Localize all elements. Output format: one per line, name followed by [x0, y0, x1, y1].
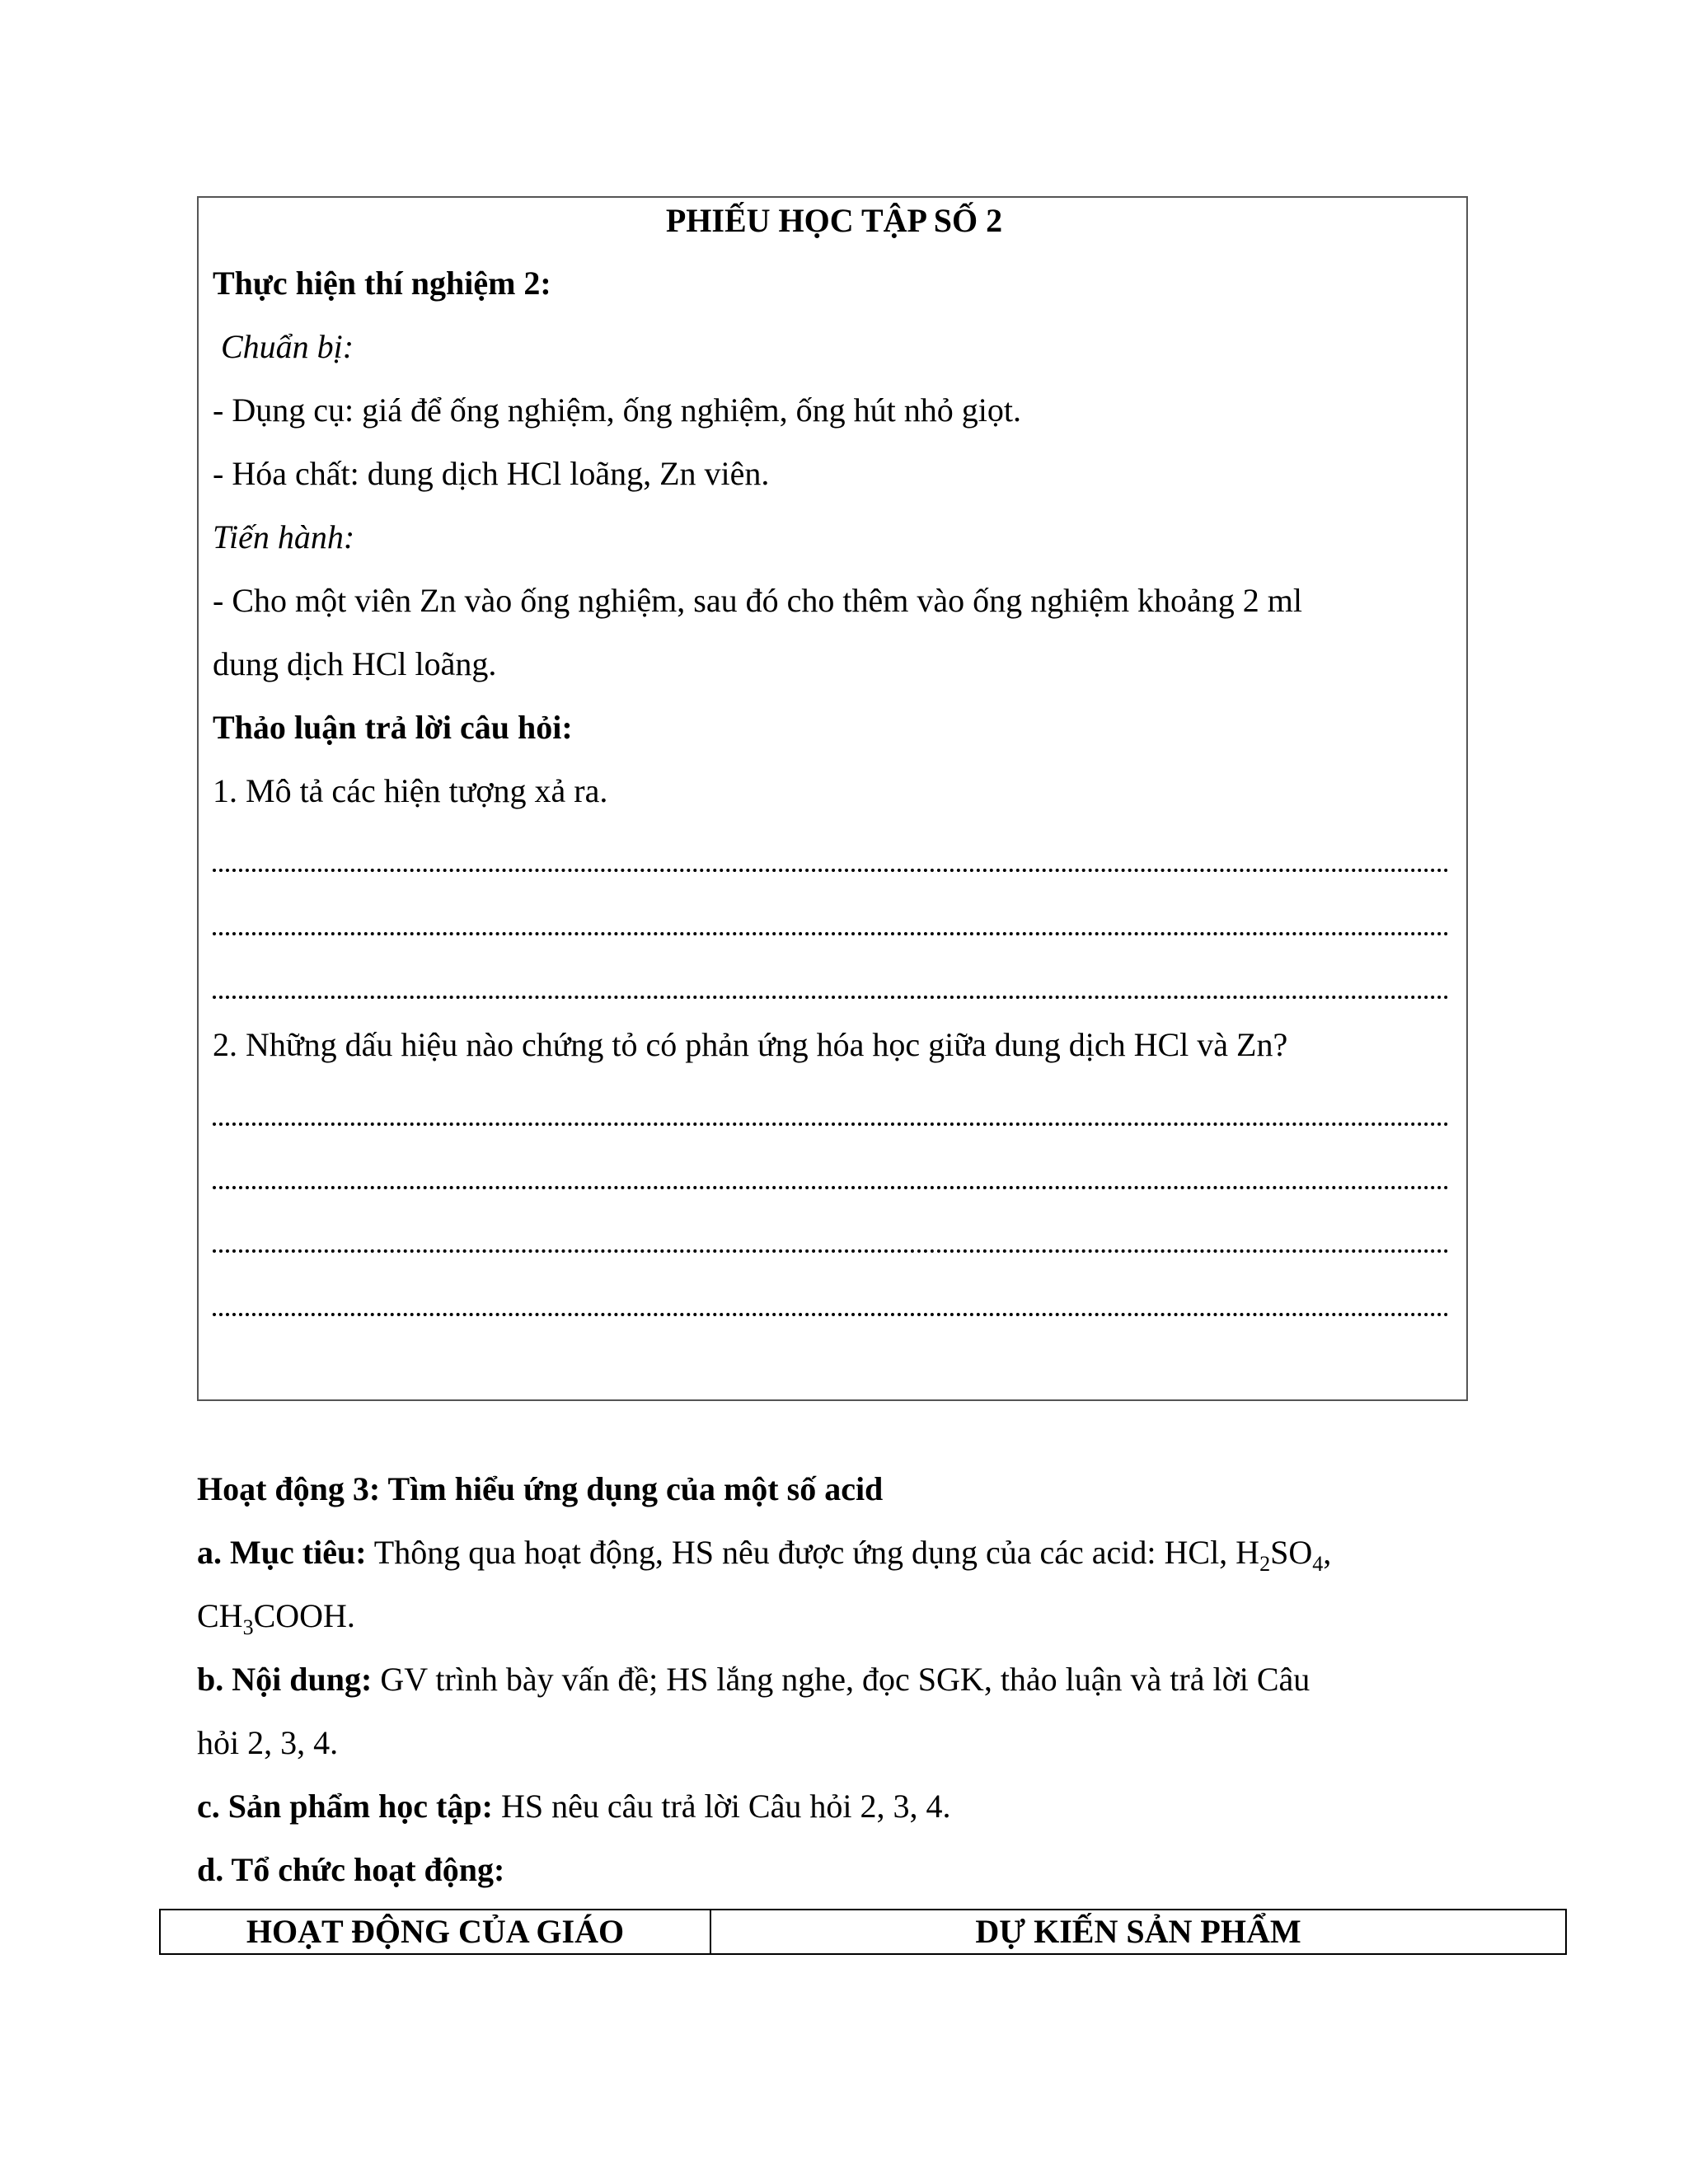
chemicals-line: - Hóa chất: dung dịch HCl loãng, Zn viên.	[213, 455, 770, 492]
activity-table-header	[159, 1909, 1567, 1955]
answer-line-2d	[213, 1277, 1449, 1316]
table-header-expected-product: DỰ KIẾN SẢN PHẨM	[975, 1913, 1301, 1950]
procedure-label: Tiến hành:	[213, 518, 355, 555]
product-line	[197, 1787, 950, 1826]
goal-line-1	[197, 1533, 1332, 1576]
content-line-1	[197, 1660, 1310, 1699]
answer-line-1a	[213, 832, 1449, 872]
question-2: 2. Những dấu hiệu nào chứng tỏ có phản ứng hóa học giữa dung dịch HCl và Zn?	[213, 1026, 1288, 1063]
discussion-heading: Thảo luận trả lời câu hỏi:	[213, 709, 573, 746]
goal-text-comma: ,	[1323, 1534, 1332, 1571]
answer-line-2b	[213, 1150, 1449, 1189]
worksheet-title: PHIẾU HỌC TẬP SỐ 2	[665, 202, 1003, 239]
goal-subscript-3: 3	[242, 1615, 254, 1639]
product-text: HS nêu câu trả lời Câu hỏi 2, 3, 4.	[492, 1788, 951, 1825]
procedure-line-1: - Cho một viên Zn vào ống nghiệm, sau đó cho thêm vào ống nghiệm khoảng 2 ml	[213, 582, 1303, 619]
goal-text-so: SO	[1270, 1534, 1313, 1571]
goal-subscript-2: 2	[1259, 1552, 1271, 1576]
goal-label: a. Mục tiêu:	[197, 1534, 367, 1571]
product-label: c. Sản phẩm học tập:	[197, 1788, 493, 1825]
answer-line-2c	[213, 1213, 1449, 1253]
goal-line-2	[197, 1596, 355, 1639]
content-label: b. Nội dung:	[197, 1661, 373, 1698]
content-text: GV trình bày vấn đề; HS lắng nghe, đọc SGK, thảo luận và trả lời Câu	[372, 1661, 1311, 1698]
activity-3-heading: Hoạt động 3: Tìm hiểu ứng dụng của một số acid	[197, 1470, 884, 1507]
answer-line-1b	[213, 896, 1449, 935]
prepare-label: Chuẩn bị:	[221, 328, 354, 365]
procedure-line-2: dung dịch HCl loãng.	[213, 645, 497, 682]
answer-line-1c	[213, 959, 1449, 999]
answer-line-2a	[213, 1086, 1449, 1126]
goal-subscript-4: 4	[1312, 1552, 1324, 1576]
goal-text: Thông qua hoạt động, HS nêu được ứng dụng của các acid: HCl, H	[366, 1534, 1260, 1571]
goal-ch: CH	[197, 1597, 243, 1634]
question-1: 1. Mô tả các hiện tượng xả ra.	[213, 772, 608, 809]
organize-label: d. Tổ chức hoạt động:	[197, 1851, 505, 1888]
goal-cooh: COOH.	[253, 1597, 355, 1634]
table-header-teacher-activity: HOẠT ĐỘNG CỦA GIÁO	[161, 1910, 711, 1953]
experiment-heading: Thực hiện thí nghiệm 2:	[213, 265, 551, 302]
tools-line: - Dụng cụ: giá để ống nghiệm, ống nghiệm, ống hút nhỏ giọt.	[213, 391, 1021, 429]
content-line-2: hỏi 2, 3, 4.	[197, 1724, 339, 1761]
